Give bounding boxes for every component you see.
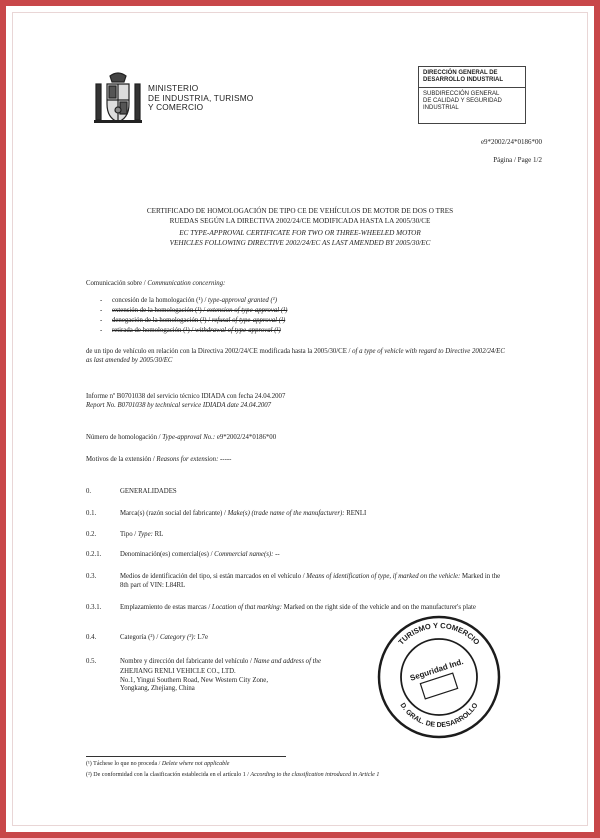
report-paragraph xyxy=(86,393,285,410)
communication-heading xyxy=(86,280,225,289)
communication-en: Communication concerning: xyxy=(147,280,226,287)
footnote-1: (¹) Táchese lo que no proceda / Delete where not applicable xyxy=(86,761,230,767)
ministry-name xyxy=(148,84,253,113)
seal-top-text: TURISMO Y COMERCIO xyxy=(396,620,482,647)
seal-bottom-text: D. GRAL. DE DESARROLLO xyxy=(398,702,480,730)
directorate-line-4: DE CALIDAD Y SEGURIDAD xyxy=(423,98,502,104)
reference-number: e9*2002/24*0186*00 xyxy=(480,138,542,146)
certificate-page: MINISTERIO DE INDUSTRIA, TURISMO Y COMERCIO DIRECCIÓN GENERAL DE DESARROLLO INDUSTRIAL SUBDIRECCIÓN GENERAL DE CALIDAD Y SEGURIDAD INDUSTRIAL e9*2002/24*0186*00 Página / Page 1/2 CERTIFICADO DE HOMOLOGACIÓN DE TIPO CE DE VEHÍCULOS DE MOTOR DE DOS O TRES RUEDAS SEGÚN LA DIRECTIVA 2002/24/CE MODIFICADA HASTA LA 2005/30/CE EC TYPE-APPROVAL CERTIFICATE FOR TWO OR THREE-WHEELED MOTOR VEHICLES FOLLOWING DIRECTIVE 2002/24/EC AS LAST AMENDED BY 2005/30/EC Comunicación sobre / Communication concerning: - concesión de la homologación (¹) / type-approval granted (¹) - extensión de la homologación (¹) / extension of type-approval (¹) - denegación de la homologación (¹) / refusal of type-approval (¹) - retirada de homologación (¹) / withdrawal of type-approval (¹) de un tipo de vehículo en relación con la Directiva 2002/24/CE modificada hasta la 2005/30/CE / of a type of vehicle with regard to Directive 2002/24/EC as last amended by 2005/30/EC Informe nº B0701038 del servicio técnico IDIADA con fecha 24.04.2007 Report No. B0701038 by technical service IDIADA date 24.04.2007 Número de homologación / Type-approval No.: e9*2002/24*0186*00 Motivos de la extensión / Reasons for extension: ----- 0. GENERALIDADES 0.1. Marca(s) (razón social del fabricante) / Make(s) (trade name of the manufacturer): RENLI 0.2. Tipo / Type: RL 0.2.1. Denominación(es) comercial(es) / Commercial name(s): -- 0.3. Medios de identificación del tipo, si están marcados en el vehículo / Means of identification of type, if marked on the vehicle: Marked in the 8th part of VIN: L84RL 0.3.1. Emplazamiento de estas marcas / Location of that marking: Marked on the right side of the vehicle and on the manufacturer's plate 0.4. Categoría (²) / Category (²): L7e 0.5. Nombre y dirección del fabricante del vehículo / Name and address of the ZHEJIANG RENLI VEHICLE CO., LTD. No.1, Yingui Southern Road, New Western City Zone, Yongkang, Zhejiang, China TURISMO Y COMERCIO D. GRAL. DE DESARROLLO Seguridad Ind. (¹) Táchese lo que no proceda / Delete where not applicable (²) De conformidad con la clasificación establecida en el artículo 1 / According to the classification introduced in Article 1 xyxy=(0,0,600,838)
seal-inner-text: Seguridad Ind. xyxy=(408,657,465,683)
communication-es: Comunicación sobre / xyxy=(86,280,148,287)
footnote-divider xyxy=(86,756,286,757)
title-english xyxy=(80,228,520,248)
list-item: - retirada de homologación (¹) / withdrawal of type-approval (¹) xyxy=(100,327,281,334)
directorate-line-3: SUBDIRECCIÓN GENERAL xyxy=(423,91,500,97)
official-seal-icon xyxy=(376,614,502,740)
ministry-line-1: MINISTERIO xyxy=(148,83,199,93)
manufacturer-address: ZHEJIANG RENLI VEHICLE CO., LTD. No.1, Yingui Southern Road, New Western City Zone, Yongkang, Zhejiang, China xyxy=(120,668,269,693)
vehicle-type-paragraph: de un tipo de vehículo en relación con la Directiva 2002/24/CE modificada hasta la 2005/30/CE / of a type of vehicle with regard to Directive 2002/24/EC as last amended by 2005/30/EC xyxy=(86,348,505,364)
directorate-line-1: DIRECCIÓN GENERAL DE xyxy=(423,70,498,76)
title-en-line-1: EC TYPE-APPROVAL CERTIFICATE FOR TWO OR THREE-WHEELED MOTOR xyxy=(179,229,421,237)
title-spanish xyxy=(80,206,520,226)
communication-list xyxy=(100,296,287,336)
reasons-extension: Motivos de la extensión / Reasons for extension: ----- xyxy=(86,456,232,463)
footnote-2: (²) De conformidad con la clasificación establecida en el artículo 1 / According to the classification introduced in Article 1 xyxy=(86,772,380,778)
ministry-line-3: Y COMERCIO xyxy=(148,102,204,113)
ministry-line-2: DE INDUSTRIA, TURISMO xyxy=(148,92,254,103)
title-es-line-2: RUEDAS SEGÚN LA DIRECTIVA 2002/24/CE MODIFICADA HASTA LA 2005/30/CE xyxy=(169,217,431,225)
list-item: - concesión de la homologación (¹) / type-approval granted (¹) xyxy=(100,297,278,304)
report-en: Report No. B0701038 by technical service IDIADA date 24.04.2007 xyxy=(86,401,272,409)
coat-of-arms-icon xyxy=(92,70,144,128)
directorate-box xyxy=(418,66,526,124)
page-number: Página / Page 1/2 xyxy=(493,156,542,164)
list-item: - denegación de la homologación (¹) / refusal of type-approval (¹) xyxy=(100,317,286,324)
title-es-line-1: CERTIFICADO DE HOMOLOGACIÓN DE TIPO CE DE VEHÍCULOS DE MOTOR DE DOS O TRES xyxy=(146,207,454,215)
directorate-line-2: DESARROLLO INDUSTRIAL xyxy=(423,77,503,83)
directorate-line-5: INDUSTRIAL xyxy=(423,105,459,111)
title-en-line-2: VEHICLES FOLLOWING DIRECTIVE 2002/24/EC AS LAST AMENDED BY 2005/30/EC xyxy=(169,239,431,247)
approval-number: Número de homologación / Type-approval No.: e9*2002/24*0186*00 xyxy=(86,434,277,441)
list-item: - extensión de la homologación (¹) / extension of type-approval (¹) xyxy=(100,307,288,314)
report-es: Informe nº B0701038 del servicio técnico IDIADA con fecha 24.04.2007 xyxy=(86,393,286,400)
